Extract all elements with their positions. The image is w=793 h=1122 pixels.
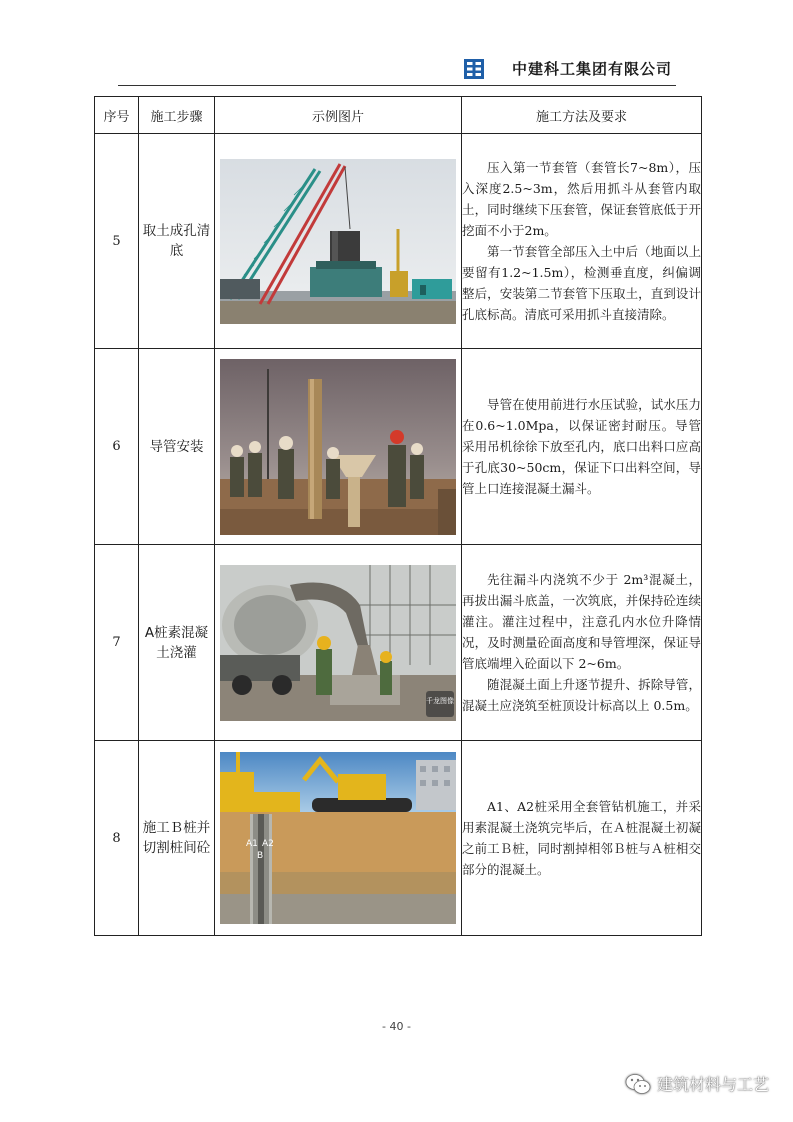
row-method <box>462 349 702 545</box>
method-paragraph: A1、A2桩采用全套管钻机施工，并采用素混凝土浇筑完毕后，在Ａ桩混凝土初凝之前工Ｂ桩，同时割掉相邻Ｂ桩与Ａ桩相交部分的混凝土。 <box>462 799 701 877</box>
table-row <box>95 134 702 349</box>
page-header <box>118 52 676 88</box>
tremie-pipe-installation-photo <box>220 359 456 535</box>
row-number: 7 <box>95 545 139 741</box>
method-paragraph: 导管在使用前进行水压试验，试水压力在0.6~1.0Mpa，以保证密封耐压。导管采用吊机徐徐下放至孔内，底口出料口应高于孔底30~50cm，保证下口出料空间，导管上口连接混凝土漏斗。 <box>462 397 701 496</box>
company-name: 中建科工集团有限公司 <box>511 60 672 78</box>
header-no: 序号 <box>95 97 139 134</box>
method-paragraph: 压入第一节套管（套管长7~8m），压入深度2.5~3m，然后用抓斗从套管内取土，同时继续下压套管，保证套管底低于开挖面不小于2m。 <box>462 160 701 238</box>
crawler-crane-casing-photo <box>220 159 456 324</box>
row-number: 8 <box>95 741 139 936</box>
b-pile-cutting-diagram <box>220 752 456 924</box>
table-row <box>95 545 702 741</box>
row-step: 导管安装 <box>139 349 215 545</box>
header-method: 施工方法及要求 <box>462 97 702 134</box>
page-number: - 40 - <box>382 1020 411 1033</box>
table-header-row <box>95 97 702 134</box>
header-step: 施工步骤 <box>139 97 215 134</box>
pile-label-b: B <box>257 851 264 861</box>
pile-label-a1: A1 <box>246 839 258 849</box>
row-step: 施工Ｂ桩并切割桩间砼 <box>139 741 215 936</box>
header-image: 示例图片 <box>215 97 462 134</box>
pile-label-a2: A2 <box>262 839 274 849</box>
row-method <box>462 134 702 349</box>
cscec-logo-icon <box>464 59 484 79</box>
table-row <box>95 741 702 936</box>
header-rule <box>118 85 676 86</box>
row-method <box>462 545 702 741</box>
watermark-text: 建筑材料与工艺 <box>656 1075 769 1094</box>
row-step: 取土成孔清底 <box>139 134 215 349</box>
construction-steps-table <box>94 96 702 936</box>
method-paragraph: 随混凝土面上升逐节提升、拆除导管，混凝土应浇筑至桩顶设计标高以上 0.5m。 <box>462 677 701 713</box>
row-number: 5 <box>95 134 139 349</box>
method-paragraph: 第一节套管全部压入土中后（地面以上要留有1.2~1.5m），检测垂直度，纠偏调整后，安装第二节套管下压取土，直到设计孔底标高。清底可采用抓斗直接清除。 <box>462 244 701 322</box>
photo-watermark-text: 千龙图像 <box>426 696 454 705</box>
row-method <box>462 741 702 936</box>
row-step: A桩素混凝土浇灌 <box>139 545 215 741</box>
method-paragraph: 先往漏斗内浇筑不少于 2m³混凝土，再拔出漏斗底盖，一次筑底，并保持砼连续灌注。灌注过程中，注意孔内水位升降情况，及时测量砼面高度和导管埋深，保证导管底端埋入砼面以下 2~6m。 <box>462 572 701 671</box>
wechat-icon <box>625 1073 651 1095</box>
table-row <box>95 349 702 545</box>
source-watermark <box>625 1072 769 1095</box>
concrete-pouring-photo <box>220 565 456 721</box>
row-number: 6 <box>95 349 139 545</box>
